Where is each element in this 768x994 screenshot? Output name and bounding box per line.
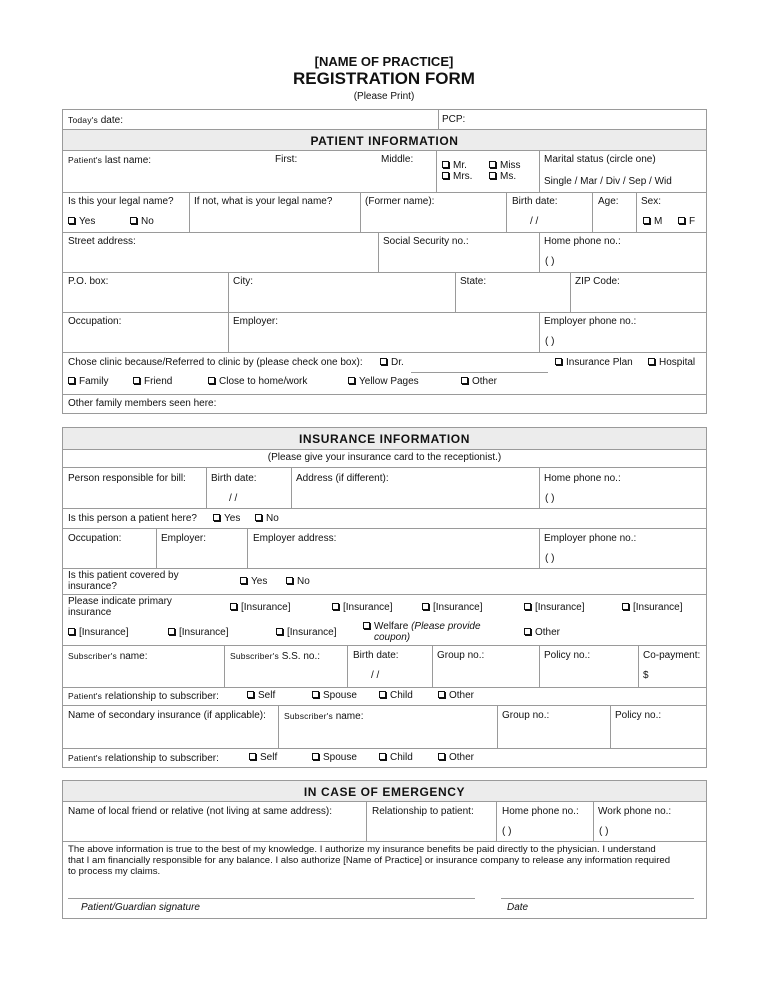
checkbox-icon: [379, 753, 386, 760]
checkbox-icon: [489, 161, 496, 168]
primary-insurance-other[interactable]: Other: [524, 627, 560, 639]
checkbox-icon: [648, 358, 655, 365]
checkbox-icon: [379, 691, 386, 698]
emergency-section: [62, 780, 707, 919]
covered-yes[interactable]: Yes: [240, 576, 267, 588]
form-subtitle: (Please Print): [353, 91, 415, 102]
signature-label: Patient/Guardian signature: [81, 902, 200, 913]
sex-label: Sex:: [641, 196, 662, 207]
home-phone-paren: ( ): [545, 256, 555, 267]
checkbox-icon: [380, 358, 387, 365]
covered-question: Is this patient covered by insurance?: [68, 570, 179, 592]
checkbox-icon: [168, 628, 175, 635]
checkbox-icon: [332, 603, 339, 610]
zip-code-label: ZIP Code:: [575, 276, 620, 287]
checkbox-icon: [312, 753, 319, 760]
referral-other[interactable]: Other: [461, 376, 497, 388]
insurance-information-heading: INSURANCE INFORMATION: [298, 432, 471, 446]
employer-label: Employer:: [233, 316, 279, 327]
checkbox-icon: [555, 358, 562, 365]
primary-insurance-option-4[interactable]: [Insurance]: [524, 602, 584, 614]
subscriber-birth-date-slashes: / /: [371, 670, 380, 681]
primary-insurance-option-5[interactable]: [Insurance]: [622, 602, 682, 614]
ins-employer-phone-label: Employer phone no.:: [544, 533, 637, 544]
referral-family[interactable]: Family: [68, 376, 108, 388]
checkbox-icon: [348, 377, 355, 384]
title-miss[interactable]: Miss: [489, 160, 521, 172]
checkbox-icon: [276, 628, 283, 635]
signature-date-label: Date: [507, 902, 529, 913]
practice-name: [NAME OF PRACTICE]: [314, 54, 454, 69]
subscriber-birth-date-label: Birth date:: [353, 650, 399, 661]
subscriber-ssn-label: Subscriber's S.S. no.:: [230, 651, 321, 662]
emergency-home-phone-paren: ( ): [502, 826, 512, 837]
primary-insurance-option-7[interactable]: [Insurance]: [168, 627, 228, 639]
marital-status-label: Marital status (circle one): [544, 154, 656, 165]
referral-insurance-plan[interactable]: Insurance Plan: [555, 357, 633, 369]
checkbox-icon: [68, 217, 75, 224]
subscriber-name-label: Subscriber's name:: [68, 651, 148, 662]
insurance-information-section: [62, 427, 707, 768]
pcp-label: PCP:: [442, 114, 466, 125]
last-name-label: Patient's last name:: [68, 155, 152, 166]
responsible-birth-date-label: Birth date:: [211, 473, 257, 484]
primary-insurance-option-8[interactable]: [Insurance]: [276, 627, 336, 639]
checkbox-icon: [247, 691, 254, 698]
checkbox-icon: [489, 172, 496, 179]
checkbox-icon: [363, 622, 370, 629]
secondary-policy-number-label: Policy no.:: [615, 710, 662, 721]
primary-insurance-option-3[interactable]: [Insurance]: [422, 602, 482, 614]
secondary-insurance-label: Name of secondary insurance (if applicable):: [68, 710, 266, 721]
checkbox-icon: [255, 514, 262, 521]
po-box-label: P.O. box:: [68, 276, 109, 287]
primary-insurance-welfare[interactable]: Welfare (Please provide coupon): [363, 621, 481, 643]
legal-name-question: Is this your legal name?: [68, 196, 174, 207]
copayment-label: Co-payment:: [643, 650, 701, 661]
checkbox-icon: [678, 217, 685, 224]
ins-occupation-label: Occupation:: [68, 533, 122, 544]
state-label: State:: [460, 276, 487, 287]
relationship-self[interactable]: Self: [247, 690, 275, 702]
primary-insurance-option-2[interactable]: [Insurance]: [332, 602, 392, 614]
ins-employer-address-label: Employer address:: [253, 533, 337, 544]
ssn-label: Social Security no.:: [383, 236, 469, 247]
sex-female[interactable]: F: [678, 216, 695, 228]
form-title: REGISTRATION FORM: [293, 69, 475, 88]
legal-name-no[interactable]: No: [130, 216, 154, 228]
alternate-legal-name-label: If not, what is your legal name?: [194, 196, 333, 207]
checkbox-icon: [68, 628, 75, 635]
relationship-label-primary: Patient's relationship to subscriber:: [68, 691, 219, 702]
middle-name-label: Middle:: [381, 154, 414, 165]
covered-no[interactable]: No: [286, 576, 310, 588]
checkbox-icon: [524, 603, 531, 610]
checkbox-icon: [68, 377, 75, 384]
checkbox-icon: [524, 628, 531, 635]
first-name-label: First:: [275, 154, 298, 165]
emergency-heading: IN CASE OF EMERGENCY: [303, 785, 466, 799]
emergency-contact-label: Name of local friend or relative (not living at same address):: [68, 806, 333, 817]
former-name-label: (Former name):: [365, 196, 435, 207]
primary-insurance-label: Please indicate primary insurance: [68, 596, 172, 618]
referral-yellow-pages[interactable]: Yellow Pages: [348, 376, 419, 388]
relationship2-other[interactable]: Other: [438, 752, 474, 764]
responsible-home-phone-label: Home phone no.:: [544, 473, 621, 484]
emergency-relationship-label: Relationship to patient:: [372, 806, 474, 817]
age-label: Age:: [598, 196, 619, 207]
primary-insurance-option-1[interactable]: [Insurance]: [230, 602, 290, 614]
title-mrs[interactable]: Mrs.: [442, 171, 472, 183]
employer-phone-paren: ( ): [545, 336, 555, 347]
copayment-dollar: $: [643, 670, 649, 681]
is-patient-yes[interactable]: Yes: [213, 513, 240, 525]
referral-hospital[interactable]: Hospital: [648, 357, 695, 369]
clinic-referral-label: Chose clinic because/Referred to clinic by (please check one box):: [68, 357, 363, 368]
home-phone-label: Home phone no.:: [544, 236, 621, 247]
emergency-work-phone-paren: ( ): [599, 826, 609, 837]
responsible-home-phone-paren: ( ): [545, 493, 555, 504]
secondary-group-number-label: Group no.:: [502, 710, 550, 721]
checkbox-icon: [643, 217, 650, 224]
is-patient-no[interactable]: No: [255, 513, 279, 525]
relationship-label-secondary: Patient's relationship to subscriber:: [68, 753, 219, 764]
checkbox-icon: [622, 603, 629, 610]
relationship2-child[interactable]: Child: [379, 752, 413, 764]
occupation-label: Occupation:: [68, 316, 122, 327]
emergency-home-phone-label: Home phone no.:: [502, 806, 579, 817]
emergency-work-phone-label: Work phone no.:: [598, 806, 672, 817]
family-members-label: Other family members seen here:: [68, 398, 217, 409]
ins-employer-phone-paren: ( ): [545, 553, 555, 564]
authorization-statement: The above information is true to the best of my knowledge. I authorize my insurance benefits be paid directly to the physician. I understand that I am financially responsible for any balance. I also authorize [Name of Practice] or insurance company to release any information required to process my claims.: [68, 844, 671, 877]
title-ms[interactable]: Ms.: [489, 171, 516, 183]
policy-number-label: Policy no.:: [544, 650, 591, 661]
checkbox-icon: [438, 753, 445, 760]
group-number-label: Group no.:: [437, 650, 485, 661]
checkbox-icon: [249, 753, 256, 760]
relationship-spouse[interactable]: Spouse: [312, 690, 357, 702]
relationship2-spouse[interactable]: Spouse: [312, 752, 357, 764]
checkbox-icon: [230, 603, 237, 610]
today-date-label: Today's date:: [68, 115, 123, 126]
insurance-card-note: (Please give your insurance card to the receptionist.): [267, 452, 502, 463]
is-patient-question: Is this person a patient here?: [68, 513, 197, 524]
relationship2-self[interactable]: Self: [249, 752, 277, 764]
relationship-other[interactable]: Other: [438, 690, 474, 702]
relationship-child[interactable]: Child: [379, 690, 413, 702]
checkbox-icon: [442, 172, 449, 179]
birth-date-slashes: / /: [530, 216, 539, 227]
checkbox-icon: [442, 161, 449, 168]
ins-employer-label: Employer:: [161, 533, 207, 544]
responsible-address-label: Address (if different):: [296, 473, 389, 484]
checkbox-icon: [240, 577, 247, 584]
checkbox-icon: [461, 377, 468, 384]
checkbox-icon: [286, 577, 293, 584]
employer-phone-label: Employer phone no.:: [544, 316, 637, 327]
referral-friend[interactable]: Friend: [133, 376, 172, 388]
referral-doctor[interactable]: Dr.: [380, 357, 404, 369]
secondary-subscriber-name-label: Subscriber's name:: [284, 711, 364, 722]
responsible-birth-date-slashes: / /: [229, 493, 238, 504]
marital-status-options[interactable]: Single / Mar / Div / Sep / Wid: [544, 176, 672, 187]
primary-insurance-option-6[interactable]: [Insurance]: [68, 627, 128, 639]
patient-information-section: [62, 109, 707, 414]
checkbox-icon: [422, 603, 429, 610]
checkbox-icon: [438, 691, 445, 698]
responsible-party-label: Person responsible for bill:: [68, 473, 186, 484]
sex-male[interactable]: M: [643, 216, 662, 228]
street-address-label: Street address:: [68, 236, 136, 247]
checkbox-icon: [312, 691, 319, 698]
checkbox-icon: [213, 514, 220, 521]
legal-name-yes[interactable]: Yes: [68, 216, 95, 228]
title-mr[interactable]: Mr.: [442, 160, 467, 172]
city-label: City:: [233, 276, 253, 287]
patient-information-heading: PATIENT INFORMATION: [310, 134, 459, 148]
checkbox-icon: [133, 377, 140, 384]
birth-date-label: Birth date:: [512, 196, 558, 207]
checkbox-icon: [130, 217, 137, 224]
referral-close-home[interactable]: Close to home/work: [208, 376, 307, 388]
checkbox-icon: [208, 377, 215, 384]
